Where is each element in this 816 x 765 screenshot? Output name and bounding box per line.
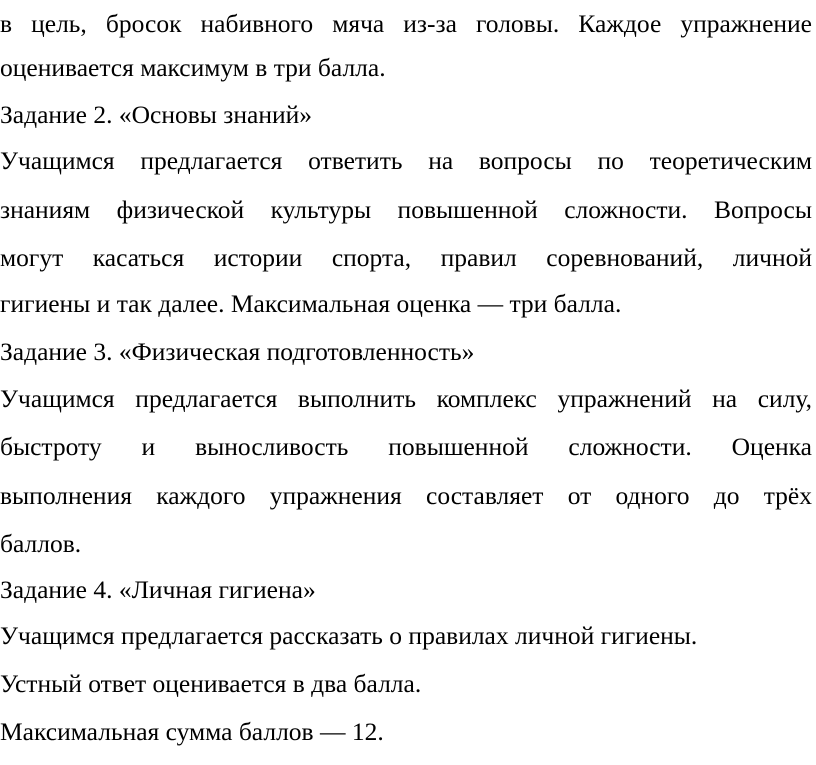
text-line: гигиены и так далее. Максимальная оценка — три балла. [0,289,622,318]
text-line: знаниям физической культуры повышенной сложности. Вопросы [0,195,812,224]
text-line: в цель, бросок набивного мяча из-за головы. Каждое упражнение [0,9,812,38]
text-line: могут касаться истории спорта, правил соревнований, личной [0,243,812,272]
task-heading: Задание 4. «Личная гигиена» [0,575,316,604]
task-heading: Задание 2. «Основы знаний» [0,100,313,129]
text-line: быстроту и выносливость повышенной сложности. Оценка [0,432,812,461]
text-line: Учащимся предлагается выполнить комплекс упражнений на силу, [0,384,812,413]
task-heading: Задание 3. «Физическая подготовленность» [0,337,475,366]
text-line: Максимальная сумма баллов — 12. [0,717,384,746]
text-line: оценивается максимум в три балла. [0,53,386,82]
text-line: Учащимся предлагается ответить на вопросы по теоретическим [0,146,812,175]
text-line: Учащимся предлагается рассказать о правилах личной гигиены. [0,621,698,650]
text-line: баллов. [0,529,82,558]
text-line: Устный ответ оценивается в два балла. [0,669,422,698]
text-line: выполнения каждого упражнения составляет от одного до трёх [0,481,812,510]
